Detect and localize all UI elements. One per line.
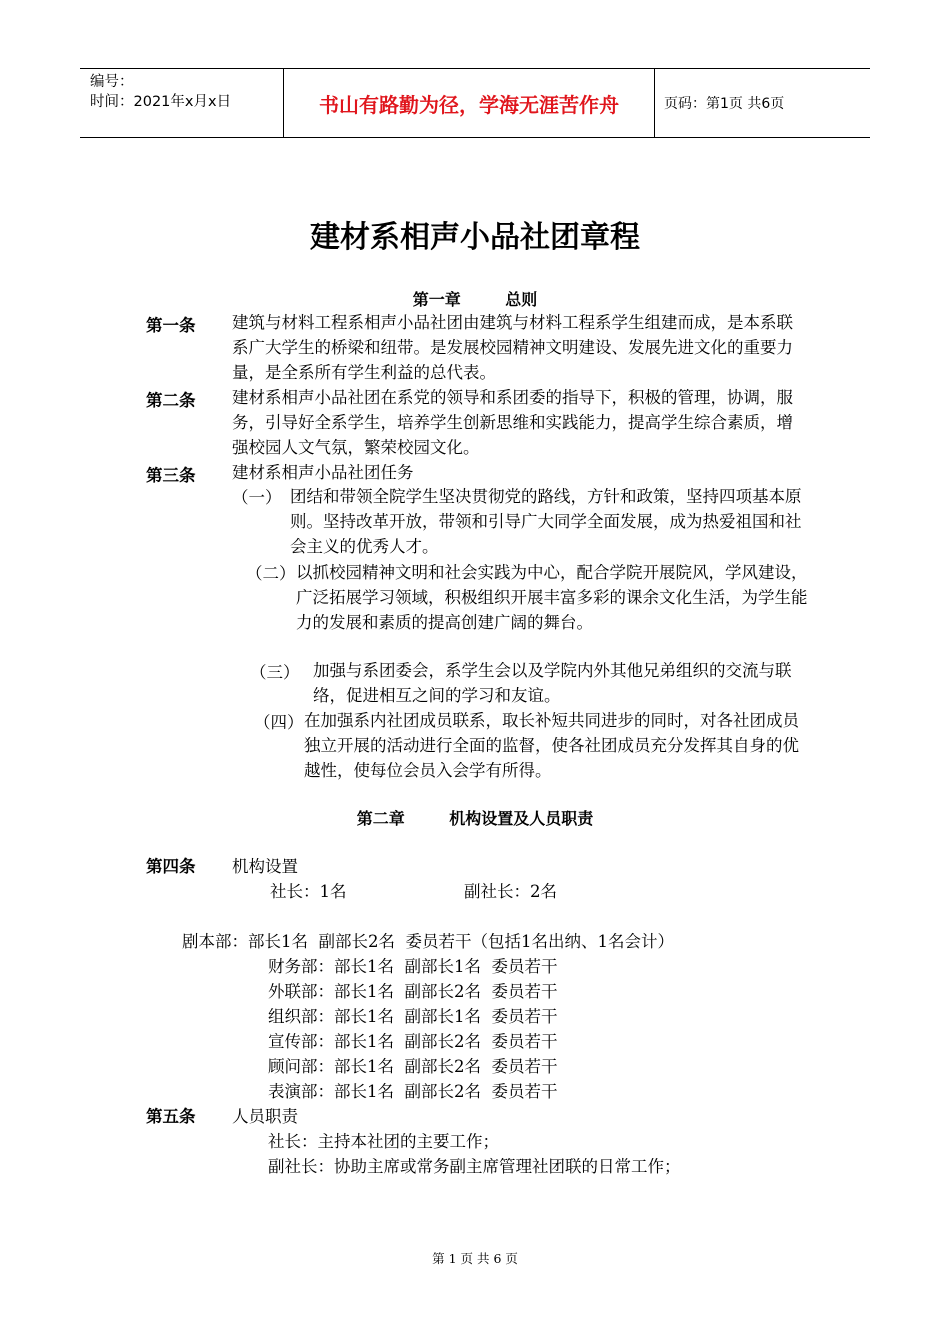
leader-vice-president: 副社长：2名 (464, 882, 557, 901)
chapter-1-title: 第一章 总则 (412, 290, 538, 309)
article-3-label: 第三条 (146, 466, 196, 485)
article-1-label: 第一条 (146, 316, 196, 335)
dept-advisory: 顾问部：部长1名 副部长2名 委员若干 (268, 1057, 558, 1076)
leader-president: 社长：1名 (270, 882, 347, 901)
dept-script: 剧本部：部长1名 副部长2名 委员若干（包括1名出纳、1名会计） (182, 932, 674, 951)
item-2-num: （二） (246, 564, 296, 583)
dept-publicity: 宣传部：部长1名 副部长2名 委员若干 (268, 1032, 558, 1051)
header-motto: 书山有路勤为径，学海无涯苦作舟 (319, 92, 619, 117)
article-2-label: 第二条 (146, 391, 196, 410)
item-1-text: 团结和带领全院学生坚决贯彻党的路线，方针和政策，坚持四项基本原则。坚持改革开放，带领和引导广大同学全面发展，成为热爱祖国和社会主义的优秀人才。 (290, 487, 802, 556)
page-header (80, 68, 870, 138)
header-page-info: 页码：第1页 共6页 (664, 96, 785, 112)
item-4-num: （四） (254, 713, 304, 732)
dept-organization: 组织部：部长1名 副部长1名 委员若干 (268, 1007, 558, 1026)
item-3-num: （三） (250, 663, 300, 682)
item-3-text: 加强与系团委会，系学生会以及学院内外其他兄弟组织的交流与联络，促进相互之间的学习和友谊。 (313, 661, 792, 705)
duty-vice-president: 副社长：协助主席或常务副主席管理社团联的日常工作； (268, 1157, 681, 1176)
article-3-text: 建材系相声小品社团任务 (232, 463, 414, 482)
item-1-num: （一） (232, 488, 282, 507)
article-2-text: 建材系相声小品社团在系党的领导和系团委的指导下，积极的管理，协调，服务，引导好全系学生，培养学生创新思维和实践能力，提高学生综合素质，增强校园人文气氛，繁荣校园文化。 (232, 388, 793, 457)
duty-president: 社长：主持本社团的主要工作； (268, 1132, 499, 1151)
time-label: 时间：2021年x月x日 (90, 94, 232, 110)
dept-external: 外联部：部长1名 副部长2名 委员若干 (268, 982, 558, 1001)
article-1-text: 建筑与材料工程系相声小品社团由建筑与材料工程系学生组建而成，是本系联系广大学生的桥梁和纽带。是发展校园精神文明建设、发展先进文化的重要力量，是全系所有学生利益的总代表。 (232, 313, 793, 382)
serial-label: 编号： (90, 74, 134, 90)
article-5-text: 人员职责 (232, 1107, 298, 1126)
item-4-text: 在加强系内社团成员联系，取长补短共同进步的同时，对各社团成员独立开展的活动进行全面的监督，使各社团成员充分发挥其自身的优越性，使每位会员入会学有所得。 (304, 711, 799, 780)
article-4-text: 机构设置 (232, 857, 298, 876)
page-footer: 第 1 页 共 6 页 (432, 1251, 518, 1266)
article-4-label: 第四条 (146, 857, 196, 876)
dept-performance: 表演部：部长1名 副部长2名 委员若干 (268, 1082, 558, 1101)
chapter-2-title: 第二章 机构设置及人员职责 (356, 809, 594, 828)
dept-finance: 财务部：部长1名 副部长1名 委员若干 (268, 957, 558, 976)
document-title: 建材系相声小品社团章程 (310, 220, 640, 255)
item-2-text: 以抓校园精神文明和社会实践为中心，配合学院开展院风，学风建设，广泛拓展学习领域，积极组织开展丰富多彩的课余文化生活，为学生能力的发展和素质的提高创建广阔的舞台。 (296, 563, 808, 632)
article-5-label: 第五条 (146, 1107, 196, 1126)
header-divider (654, 69, 655, 137)
header-meta (90, 72, 231, 112)
